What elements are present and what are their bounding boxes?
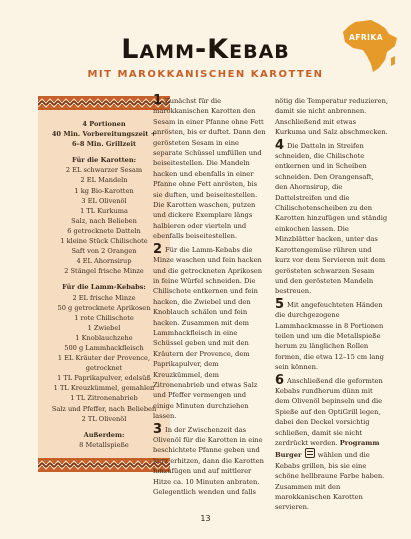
instructions	[153, 93, 388, 512]
prep-time: 40 Min. Vorbereitungszeit +	[51, 130, 157, 139]
ingredient: Salz und Pfeffer, nach Belieben	[51, 404, 157, 413]
step-number: 5	[275, 296, 285, 312]
ingredient: 4 EL Ahornsirup	[76, 257, 132, 266]
step-text: Mit angefeuchteten Händen die durchgezogene Lammhackmasse in 8 Portionen teilen und um die Metallspieße herum zu länglichen Rollen formen, die etwa 12–15 cm lang sein können.	[275, 300, 384, 372]
ingredient: 2 EL schwarzer Sesam	[65, 166, 143, 175]
step-1	[153, 93, 266, 242]
ingredient: getrocknet	[85, 364, 123, 373]
ingredient: 1 kleine Stück Chilischote	[60, 237, 148, 246]
ingredient: 1 Zwiebel	[87, 323, 121, 332]
ingredient: 50 g getrocknete Aprikosen	[57, 303, 151, 312]
ingredient: 2 EL frische Minze	[72, 293, 136, 302]
grill-time: 6–8 Min. Grillzeit	[71, 140, 137, 149]
ingredient: 2 TL Olivenöl	[81, 414, 127, 423]
ingredient: 2 Stängel frische Minze	[64, 267, 144, 276]
ingredient: 1 TL Paprikapulver, edelsüß	[57, 374, 151, 383]
step-3	[153, 421, 266, 498]
region-badge: AFRIKA	[348, 33, 384, 42]
extra-heading: Außerdem:	[83, 430, 125, 439]
step-4	[275, 137, 388, 297]
step-5	[275, 296, 388, 373]
recipe-subtitle: MIT MAROKKANISCHEN KAROTTEN	[87, 69, 324, 80]
step-number: 2	[153, 241, 163, 257]
program-keyword: Programm Burger	[275, 439, 380, 460]
recipe-title: Lamm-Kebab	[121, 34, 290, 65]
ingredients-list	[42, 119, 166, 450]
step-3-continued	[275, 96, 388, 138]
ingredients-sidebar	[38, 96, 170, 472]
burger-program-icon	[305, 448, 315, 458]
ingredient: 1 EL Kräuter der Provence,	[57, 354, 151, 363]
page-number: 13	[200, 514, 211, 523]
ingredient: 1 kg Bio-Karotten	[74, 186, 134, 195]
ingredient: 1 TL Kurkuma	[80, 206, 128, 215]
ingredient: Saft von 2 Orangen	[71, 247, 137, 256]
decorative-pattern-bottom	[38, 458, 170, 472]
step-text: Zunächst für die marokkanischen Karotten den Sesam in einer Pfanne ohne Fett anrösten, bis er duftet. Dann den gerösteten Sesam in eine separate Schüssel umfüllen und beiseitestellen. Die Mandeln hacken und ebenfalls in einer Pfanne ohne Fett anrösten, bis sie duften, und beiseitestellen. Die Karotten waschen, putzen und dickere Exemplare längs halbieren oder vierteln und ebenfalls beiseitestellen.	[153, 97, 266, 241]
step-text: In der Zwischenzeit das Olivenöl für die Karotten in eine beschichtete Pfanne geben und kurz erhitzen, dann die Karotten hinzufügen und auf mittlerer Hitze ca. 10 Minuten anbraten. Gelegentlich wenden und falls	[153, 425, 264, 497]
ingredient: 8 Metallspieße	[79, 440, 129, 449]
ingredient: Salz, nach Belieben	[71, 216, 137, 225]
step-number: 1	[153, 93, 163, 108]
ingredient: 1 TL Zitronenabrieb	[70, 394, 138, 403]
step-2	[153, 241, 266, 422]
ingredient: 2 EL Mandeln	[80, 176, 128, 185]
portions: 4 Portionen	[82, 120, 126, 128]
step-text: wählen und die Kebabs grillen, bis sie eine schöne hellbraune Farbe haben. Zusammen mit den marokkanischen Karotten servieren.	[275, 451, 385, 512]
ingredient: 500 g Lammhackfleisch	[64, 343, 144, 352]
step-number: 3	[153, 421, 163, 437]
instructions-column-2	[275, 96, 388, 516]
kebab-heading: Für die Lamm-Kebabs:	[62, 283, 146, 292]
ingredient: 3 EL Olivenöl	[81, 196, 127, 205]
step-number: 4	[275, 137, 285, 153]
step-text: Anschließend die geformten Kebabs rundherum dünn mit dem Olivenöl bepinseln und die Spieße auf den OptiGrill legen, dabei den Deckel vorsichtig schließen, damit sie nicht zerdrückt werden.	[275, 376, 383, 447]
step-number: 6	[275, 372, 285, 388]
carrots-heading: Für die Karotten:	[71, 156, 137, 165]
step-6	[275, 372, 388, 513]
ingredient: 1 rote Chilischote	[74, 313, 134, 322]
instructions-column-1	[153, 93, 266, 500]
ingredient: 6 getrocknete Datteln	[67, 226, 141, 235]
step-text: Die Datteln in Streifen schneiden, die Chilischote entkernen und in Scheiben schneiden. Den Orangensaft, den Ahornsirup, die Dattelstreifen und die Chilischotenscheiben zu den Karotten hinzufügen und ständig einkochen lassen. Die Minzblätter hacken, unter das Karottengemüse rühren und kurz vor dem Servieren mit dem gerösteten schwarzen Sesam und den gerösteten Mandeln bestreuen.	[275, 141, 388, 296]
step-text: nötig die Temperatur reduzieren, damit sie nicht anbrennen. Anschließend mit etwas Kurkuma und Salz abschmecken.	[275, 97, 388, 137]
ingredient: 1 Knoblauchzehe	[75, 333, 133, 342]
decorative-pattern-top	[38, 96, 170, 110]
step-text: Für die Lamm-Kebabs die Minze waschen und fein hacken und die getrockneten Aprikosen in feine Würfel schneiden. Die Chilischote entkernen und fein hacken, die Zwiebel und den Knoblauch schälen und fein hacken. Zusammen mit dem Lammhackfleisch in eine Schüssel geben und mit den Kräutern der Provence, dem Paprikapulver, dem Kreuzkümmel, dem Zitronenabrieb und etwas Salz und Pfeffer vermengen und einige Minuten durchziehen lassen.	[153, 245, 263, 421]
ingredient: 1 TL Kreuzkümmel, gemahlen	[53, 384, 155, 393]
